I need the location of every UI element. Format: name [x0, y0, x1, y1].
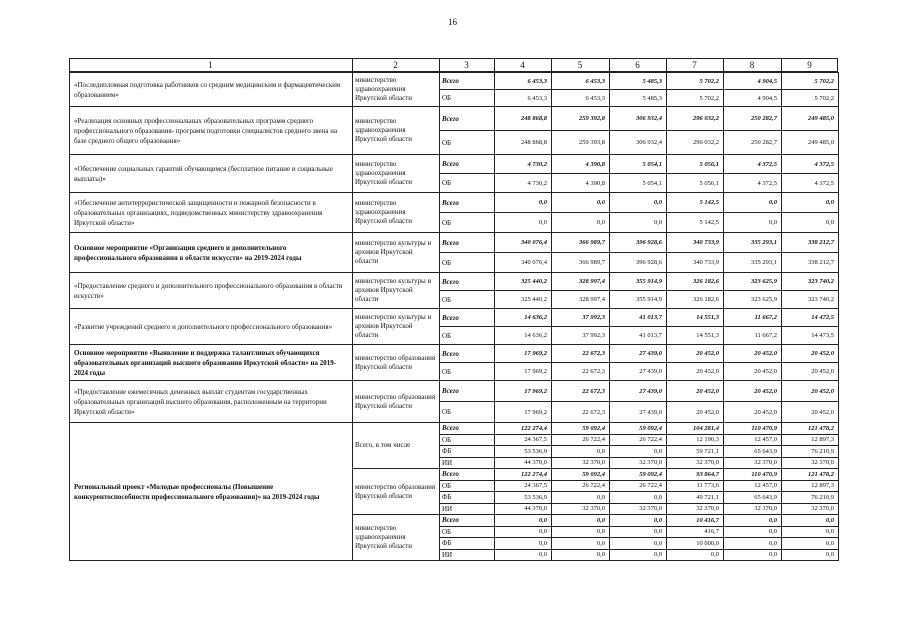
year-amount: 26 722,4	[552, 434, 610, 446]
year-amount: 335 293,1	[724, 253, 782, 273]
funding-source: ФБ	[440, 492, 495, 504]
year-amount: 5 485,3	[610, 90, 667, 107]
year-amount: 0,0	[610, 526, 667, 538]
funding-source: Всего	[440, 73, 495, 90]
table-row	[70, 193, 839, 213]
year-amount: 0,0	[495, 193, 552, 213]
year-amount: 4 730,2	[495, 174, 552, 193]
year-amount: 0,0	[610, 213, 667, 233]
measure-name: «Последипломная подготовка работников со средним медицинским и фармацевтическим образованием»	[70, 73, 353, 107]
year-amount: 12 457,0	[724, 480, 782, 492]
year-amount: 0,0	[782, 549, 839, 561]
responsible-executor: министерство здравоохранения Иркутской области	[353, 73, 440, 107]
year-amount: 259 392,8	[552, 107, 610, 131]
funding-source: ОБ	[440, 131, 495, 155]
year-amount: 14 551,3	[667, 327, 724, 345]
year-amount: 0,0	[610, 193, 667, 213]
year-amount: 32 370,0	[724, 503, 782, 515]
year-amount: 338 212,7	[782, 233, 839, 253]
year-amount: 10 416,7	[667, 515, 724, 527]
funding-source: ОБ	[440, 480, 495, 492]
year-amount: 259 393,8	[552, 131, 610, 155]
year-amount: 32 370,0	[667, 503, 724, 515]
year-amount: 355 914,9	[610, 273, 667, 291]
year-amount: 0,0	[552, 193, 610, 213]
year-amount: 53 536,9	[495, 446, 552, 458]
responsible-executor: министерство образования Иркутской области	[353, 469, 440, 515]
year-amount: 5 142,5	[667, 193, 724, 213]
funding-source: ОБ	[440, 402, 495, 423]
year-amount: 20 452,0	[667, 402, 724, 423]
year-amount: 325 440,2	[495, 273, 552, 291]
year-amount: 65 643,9	[724, 446, 782, 458]
year-amount: 4 730,2	[495, 155, 552, 174]
year-amount: 0,0	[552, 526, 610, 538]
measure-name: Основное мероприятие «Организация среднего и дополнительного профессионального образования в области искусств» на 2019-2024 годы	[70, 233, 353, 273]
year-amount: 37 992,3	[552, 309, 610, 327]
year-amount: 59 092,4	[552, 469, 610, 481]
year-amount: 0,0	[552, 515, 610, 527]
year-amount: 24 367,5	[495, 480, 552, 492]
year-amount: 14 473,5	[782, 327, 839, 345]
responsible-executor: министерство культуры и архивов Иркутской области	[353, 273, 440, 309]
year-amount: 326 182,6	[667, 291, 724, 309]
year-amount: 122 274,4	[495, 469, 552, 481]
measure-name: «Обеспечение антитеррористической защищенности и пожарной безопасности в образовательных организациях, подведомственных министерству здравоохранения Иркутской области»	[70, 193, 353, 233]
year-amount: 22 672,3	[552, 345, 610, 363]
table-row	[70, 233, 839, 253]
year-amount: 65 643,9	[724, 492, 782, 504]
year-amount: 328 997,4	[552, 291, 610, 309]
year-amount: 20 452,0	[667, 363, 724, 381]
year-amount: 5 056,1	[667, 155, 724, 174]
year-amount: 249 485,0	[782, 131, 839, 155]
year-amount: 366 989,7	[552, 253, 610, 273]
year-amount: 323 740,2	[782, 273, 839, 291]
column-header: 4	[494, 58, 552, 72]
column-header: 8	[723, 58, 782, 72]
year-amount: 14 636,2	[495, 327, 552, 345]
measure-name: «Обеспечение социальных гарантий обучающимся (бесплатное питание и социальные выплаты)»	[70, 155, 353, 193]
year-amount: 0,0	[724, 515, 782, 527]
column-header: 9	[807, 60, 812, 70]
year-amount: 0,0	[782, 193, 839, 213]
funding-source: ОБ	[440, 363, 495, 381]
year-amount: 5 702,2	[667, 90, 724, 107]
funding-source: Всего	[440, 345, 495, 363]
responsible-executor: министерство здравоохранения Иркутской области	[353, 155, 440, 193]
year-amount: 5 142,5	[667, 213, 724, 233]
year-amount: 27 439,0	[610, 402, 667, 423]
year-amount: 296 032,2	[667, 107, 724, 131]
year-amount: 17 969,2	[495, 363, 552, 381]
year-amount: 4 390,8	[552, 155, 610, 174]
year-amount: 41 013,7	[610, 327, 667, 345]
year-amount: 20 452,0	[724, 363, 782, 381]
year-amount: 0,0	[610, 549, 667, 561]
year-amount: 340 076,4	[495, 253, 552, 273]
year-amount: 32 370,0	[552, 457, 610, 469]
year-amount: 10 000,0	[667, 538, 724, 550]
funding-source: Всего	[440, 193, 495, 213]
year-amount: 5 702,2	[667, 73, 724, 90]
year-amount: 0,0	[552, 213, 610, 233]
column-header: 3	[439, 58, 495, 72]
year-amount: 37 992,3	[552, 327, 610, 345]
year-amount: 11 667,2	[724, 327, 782, 345]
year-amount: 323 740,2	[782, 291, 839, 309]
year-amount: 104 281,4	[667, 423, 724, 435]
year-amount: 338 212,7	[782, 253, 839, 273]
year-amount: 26 722,4	[610, 434, 667, 446]
year-amount: 0,0	[610, 492, 667, 504]
year-amount: 32 370,0	[724, 457, 782, 469]
responsible-executor: министерство здравоохранения Иркутской области	[353, 515, 440, 561]
year-amount: 0,0	[495, 213, 552, 233]
year-amount: 0,0	[724, 193, 782, 213]
funding-source: ИИ	[440, 503, 495, 515]
year-amount: 0,0	[782, 515, 839, 527]
funding-source: Всего	[440, 469, 495, 481]
funding-source: ОБ	[440, 526, 495, 538]
year-amount: 110 470,9	[724, 469, 782, 481]
year-amount: 296 032,2	[667, 131, 724, 155]
year-amount: 121 478,2	[782, 469, 839, 481]
year-amount: 24 367,5	[495, 434, 552, 446]
measure-name: «Реализация основных профессиональных образовательных программ среднего профессионального образования- программ подготовки специалистов среднего звена на базе среднего общего образования»	[70, 107, 353, 155]
year-amount: 22 672,3	[552, 381, 610, 402]
year-amount: 0,0	[782, 526, 839, 538]
year-amount: 366 989,7	[552, 233, 610, 253]
year-amount: 0,0	[782, 213, 839, 233]
funding-source: Всего	[440, 423, 495, 435]
responsible-executor: Всего, в том числе	[353, 423, 440, 469]
funding-source: ОБ	[440, 253, 495, 273]
year-amount: 32 370,0	[552, 503, 610, 515]
year-amount: 4 372,5	[724, 174, 782, 193]
year-amount: 44 370,0	[495, 457, 552, 469]
year-amount: 32 370,0	[782, 503, 839, 515]
year-amount: 5 702,2	[782, 90, 839, 107]
table-row	[70, 273, 839, 291]
column-header: 6	[609, 58, 667, 72]
year-amount: 5 702,2	[782, 73, 839, 90]
page-number: 16	[448, 17, 457, 27]
year-amount: 20 452,0	[724, 381, 782, 402]
year-amount: 340 076,4	[495, 233, 552, 253]
year-amount: 12 457,0	[724, 434, 782, 446]
year-amount: 306 932,4	[610, 131, 667, 155]
year-amount: 396 928,6	[610, 253, 667, 273]
year-amount: 12 897,3	[782, 480, 839, 492]
responsible-executor: министерство культуры и архивов Иркутской области	[353, 233, 440, 273]
year-amount: 0,0	[610, 515, 667, 527]
responsible-executor: министерство здравоохранения Иркутской области	[353, 193, 440, 233]
funding-source: Всего	[440, 155, 495, 174]
year-amount: 76 210,9	[782, 492, 839, 504]
year-amount: 59 092,4	[610, 423, 667, 435]
year-amount: 4 372,5	[782, 174, 839, 193]
responsible-executor: министерство образования Иркутской области	[353, 345, 440, 381]
year-amount: 0,0	[724, 213, 782, 233]
year-amount: 32 370,0	[782, 457, 839, 469]
year-amount: 250 282,7	[724, 107, 782, 131]
year-amount: 20 452,0	[724, 345, 782, 363]
year-amount: 0,0	[724, 549, 782, 561]
year-amount: 6 453,3	[552, 90, 610, 107]
funding-source: ИИ	[440, 549, 495, 561]
year-amount: 20 452,0	[782, 363, 839, 381]
funding-source: ФБ	[440, 538, 495, 550]
year-amount: 12 897,3	[782, 434, 839, 446]
year-amount: 49 721,1	[667, 492, 724, 504]
column-header-row	[69, 58, 838, 72]
year-amount: 323 625,9	[724, 291, 782, 309]
year-amount: 4 904,5	[724, 73, 782, 90]
year-amount: 0,0	[495, 526, 552, 538]
year-amount: 20 452,0	[724, 402, 782, 423]
funding-source: Всего	[440, 309, 495, 327]
year-amount: 250 282,7	[724, 131, 782, 155]
year-amount: 11 773,6	[667, 480, 724, 492]
year-amount: 59 092,4	[552, 423, 610, 435]
year-amount: 248 868,8	[495, 107, 552, 131]
year-amount: 6 453,3	[552, 73, 610, 90]
year-amount: 0,0	[495, 549, 552, 561]
year-amount: 20 452,0	[782, 381, 839, 402]
responsible-executor: министерство здравоохранения Иркутской области	[353, 107, 440, 155]
year-amount: 27 439,0	[610, 381, 667, 402]
year-amount: 110 470,9	[724, 423, 782, 435]
year-amount: 5 054,1	[610, 174, 667, 193]
funding-source: ИИ	[440, 457, 495, 469]
year-amount: 44 370,0	[495, 503, 552, 515]
table-row	[70, 309, 839, 327]
year-amount: 32 370,0	[610, 503, 667, 515]
year-amount: 20 452,0	[782, 402, 839, 423]
funding-source: ОБ	[440, 90, 495, 107]
measure-name: «Предоставление среднего и дополнительного профессионального образования в области искусств»	[70, 273, 353, 309]
year-amount: 11 667,2	[724, 309, 782, 327]
funding-source: Всего	[440, 233, 495, 253]
year-amount: 323 625,9	[724, 273, 782, 291]
year-amount: 17 969,2	[495, 345, 552, 363]
funding-source: Всего	[440, 381, 495, 402]
funding-source: ФБ	[440, 446, 495, 458]
year-amount: 328 997,4	[552, 273, 610, 291]
year-amount: 249 485,0	[782, 107, 839, 131]
year-amount: 27 439,0	[610, 363, 667, 381]
year-amount: 26 722,4	[610, 480, 667, 492]
year-amount: 76 210,9	[782, 446, 839, 458]
year-amount: 59 721,1	[667, 446, 724, 458]
year-amount: 6 453,3	[495, 90, 552, 107]
year-amount: 17 969,2	[495, 402, 552, 423]
year-amount: 20 452,0	[667, 381, 724, 402]
year-amount: 416,7	[667, 526, 724, 538]
year-amount: 4 390,8	[552, 174, 610, 193]
measure-name: «Предоставление ежемесячных денежных выплат студентам государственных образовательных организаций высшего образования, расположенным на территории Иркутской области»	[70, 381, 353, 423]
year-amount: 4 904,5	[724, 90, 782, 107]
year-amount: 59 092,4	[610, 469, 667, 481]
column-header: 1	[69, 58, 353, 72]
table-row	[70, 107, 839, 131]
year-amount: 0,0	[667, 549, 724, 561]
year-amount: 325 440,2	[495, 291, 552, 309]
year-amount: 4 372,5	[724, 155, 782, 174]
year-amount: 6 453,3	[495, 73, 552, 90]
year-amount: 20 452,0	[667, 345, 724, 363]
year-amount: 122 274,4	[495, 423, 552, 435]
year-amount: 306 932,4	[610, 107, 667, 131]
year-amount: 22 672,3	[552, 402, 610, 423]
column-header: 5	[551, 58, 610, 72]
column-header: 7	[666, 58, 724, 72]
year-amount: 340 733,9	[667, 233, 724, 253]
year-amount: 93 864,7	[667, 469, 724, 481]
year-amount: 20 452,0	[782, 345, 839, 363]
year-amount: 0,0	[495, 538, 552, 550]
table-row	[70, 73, 839, 90]
year-amount: 340 733,9	[667, 253, 724, 273]
year-amount: 26 722,4	[552, 480, 610, 492]
funding-source: Всего	[440, 515, 495, 527]
table-row	[70, 345, 839, 363]
year-amount: 5 054,1	[610, 155, 667, 174]
year-amount: 4 372,5	[782, 155, 839, 174]
year-amount: 355 914,9	[610, 291, 667, 309]
year-amount: 0,0	[724, 526, 782, 538]
budget-table	[69, 72, 839, 561]
funding-source: ОБ	[440, 434, 495, 446]
funding-source: Всего	[440, 107, 495, 131]
year-amount: 41 013,7	[610, 309, 667, 327]
year-amount: 32 370,0	[610, 457, 667, 469]
year-amount: 396 928,6	[610, 233, 667, 253]
table-row	[70, 381, 839, 402]
year-amount: 17 969,2	[495, 381, 552, 402]
funding-source: Всего	[440, 273, 495, 291]
year-amount: 0,0	[552, 549, 610, 561]
year-amount: 0,0	[552, 538, 610, 550]
year-amount: 32 370,0	[667, 457, 724, 469]
table-row	[70, 155, 839, 174]
year-amount: 14 636,2	[495, 309, 552, 327]
year-amount: 0,0	[724, 538, 782, 550]
year-amount: 22 672,3	[552, 363, 610, 381]
year-amount: 0,0	[552, 446, 610, 458]
year-amount: 0,0	[495, 515, 552, 527]
funding-source: ОБ	[440, 291, 495, 309]
year-amount: 5 485,3	[610, 73, 667, 90]
funding-source: ОБ	[440, 327, 495, 345]
funding-source: ОБ	[440, 174, 495, 193]
year-amount: 53 536,9	[495, 492, 552, 504]
year-amount: 0,0	[610, 446, 667, 458]
measure-name: Основное мероприятие «Выявление и поддержка талантливых обучающихся образовательных организаций высшего образования Иркутской области» на 2019-2024 годы	[70, 345, 353, 381]
year-amount: 27 439,0	[610, 345, 667, 363]
measure-name: Региональный проект «Молодые профессионалы (Повышение конкурентоспособности профессионального образования)» на 2019-2024 годы	[70, 423, 353, 561]
year-amount: 0,0	[610, 538, 667, 550]
year-amount: 0,0	[782, 538, 839, 550]
year-amount: 14 472,5	[782, 309, 839, 327]
year-amount: 14 551,3	[667, 309, 724, 327]
year-amount: 326 182,6	[667, 273, 724, 291]
column-header: 2	[352, 58, 440, 72]
funding-source: ОБ	[440, 213, 495, 233]
year-amount: 335 293,1	[724, 233, 782, 253]
responsible-executor: министерство культуры и архивов Иркутской области	[353, 309, 440, 345]
year-amount: 0,0	[552, 492, 610, 504]
year-amount: 248 868,8	[495, 131, 552, 155]
year-amount: 121 478,2	[782, 423, 839, 435]
responsible-executor: министерство образования Иркутской области	[353, 381, 440, 423]
year-amount: 5 056,1	[667, 174, 724, 193]
year-amount: 12 190,3	[667, 434, 724, 446]
measure-name: «Развитие учреждений среднего и дополнительного профессионального образования»	[70, 309, 353, 345]
table-row	[70, 423, 839, 435]
